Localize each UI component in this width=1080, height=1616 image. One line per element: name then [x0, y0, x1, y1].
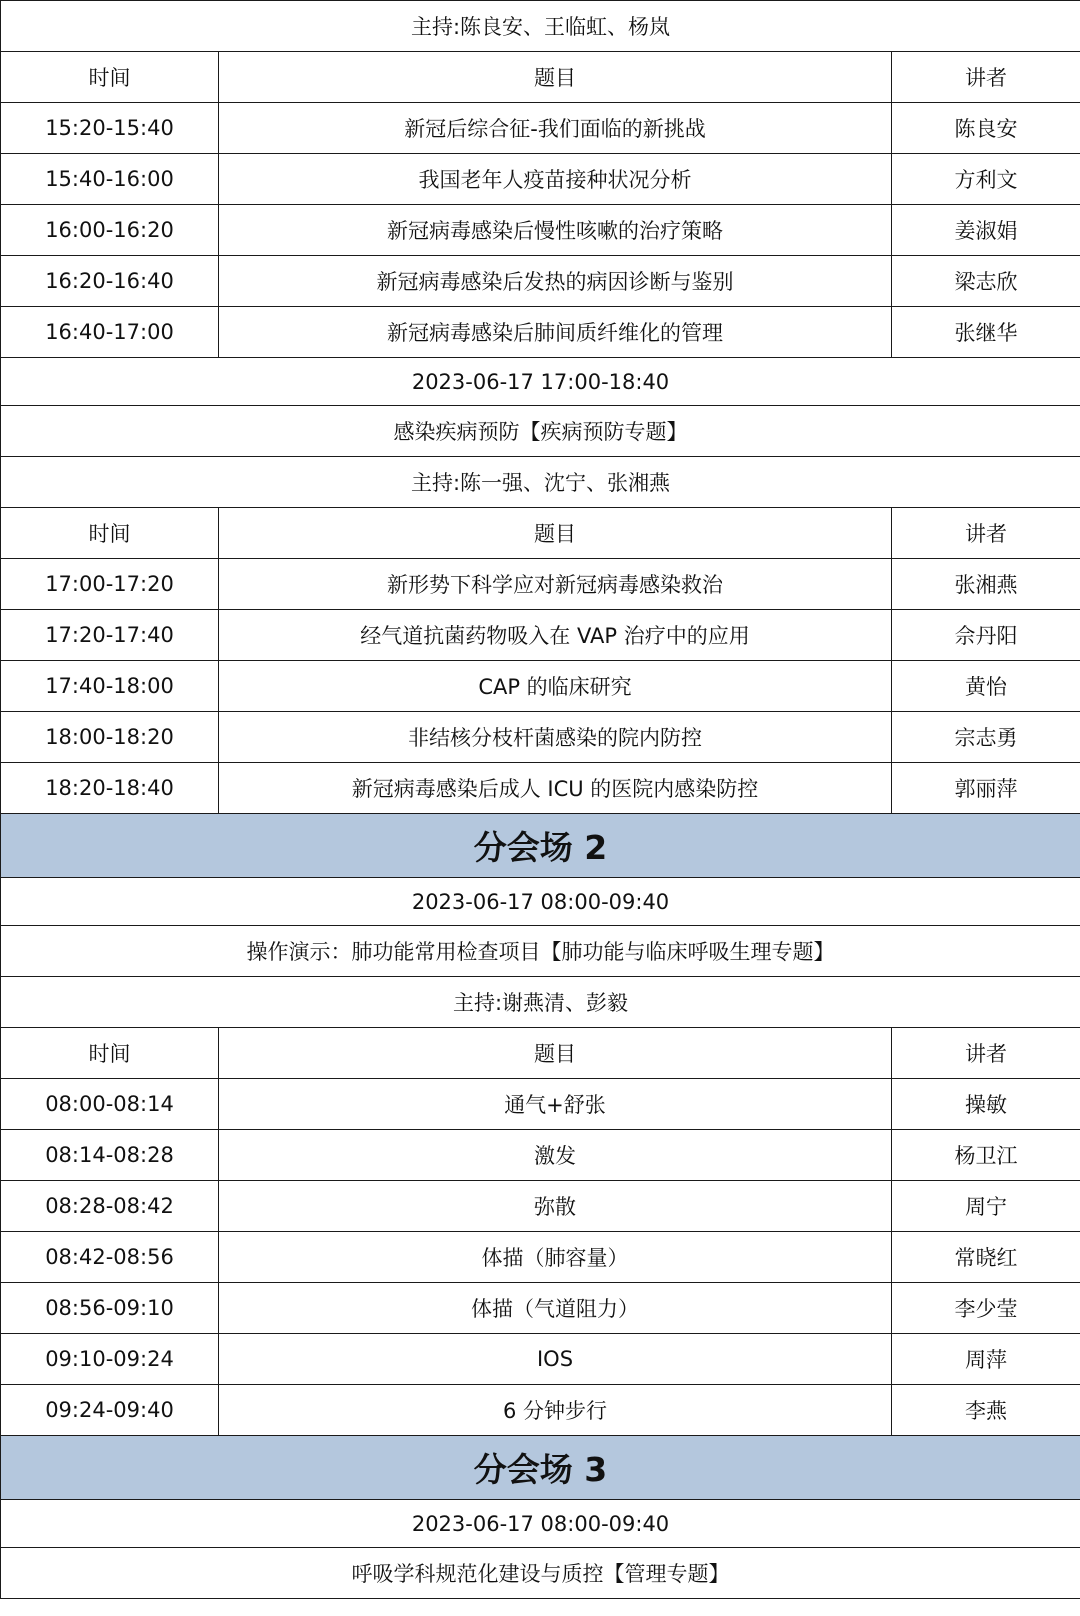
table-row	[1, 1283, 1080, 1334]
title-cell: CAP 的临床研究	[219, 661, 892, 712]
header-title: 题目	[219, 1028, 892, 1079]
title-cell: 新冠病毒感染后成人 ICU 的医院内感染防控	[219, 763, 892, 814]
datetime-row	[1, 1500, 1080, 1548]
title-cell: 非结核分枝杆菌感染的院内防控	[219, 712, 892, 763]
title-cell: 激发	[219, 1130, 892, 1181]
session-title: 感染疾病预防【疾病预防专题】	[1, 406, 1080, 457]
datetime-cell: 2023-06-17 08:00-09:40	[1, 1500, 1080, 1548]
speaker-cell: 李少莹	[892, 1283, 1080, 1334]
title-cell: 我国老年人疫苗接种状况分析	[219, 154, 892, 205]
speaker-cell: 黄怡	[892, 661, 1080, 712]
title-cell: 新冠病毒感染后慢性咳嗽的治疗策略	[219, 205, 892, 256]
title-cell: 通气+舒张	[219, 1079, 892, 1130]
title-cell: 弥散	[219, 1181, 892, 1232]
speaker-cell: 李燕	[892, 1385, 1080, 1436]
host-cell: 主持:陈良安、王临虹、杨岚	[1, 1, 1080, 52]
title-cell: 6 分钟步行	[219, 1385, 892, 1436]
session-title: 呼吸学科规范化建设与质控【管理专题】	[1, 1548, 1080, 1599]
header-speaker: 讲者	[892, 52, 1080, 103]
time-cell: 15:20-15:40	[1, 103, 219, 154]
table-row	[1, 307, 1080, 358]
speaker-cell: 姜淑娟	[892, 205, 1080, 256]
table-row	[1, 712, 1080, 763]
venue-banner	[1, 1436, 1080, 1500]
session-row	[1, 1548, 1080, 1599]
header-title: 题目	[219, 52, 892, 103]
speaker-cell: 周宁	[892, 1181, 1080, 1232]
table-row	[1, 661, 1080, 712]
time-cell: 16:00-16:20	[1, 205, 219, 256]
time-cell: 09:24-09:40	[1, 1385, 219, 1436]
title-cell: 体描（气道阻力）	[219, 1283, 892, 1334]
speaker-cell: 佘丹阳	[892, 610, 1080, 661]
host-cell: 主持:谢燕清、彭毅	[1, 977, 1080, 1028]
host-row	[1, 1, 1080, 52]
host-row	[1, 457, 1080, 508]
speaker-cell: 宗志勇	[892, 712, 1080, 763]
datetime-row	[1, 358, 1080, 406]
time-cell: 08:00-08:14	[1, 1079, 219, 1130]
speaker-cell: 操敏	[892, 1079, 1080, 1130]
header-row	[1, 1028, 1080, 1079]
time-cell: 08:28-08:42	[1, 1181, 219, 1232]
speaker-cell: 方利文	[892, 154, 1080, 205]
speaker-cell: 郭丽萍	[892, 763, 1080, 814]
speaker-cell: 张继华	[892, 307, 1080, 358]
session-row	[1, 406, 1080, 457]
venue-banner	[1, 814, 1080, 878]
time-cell: 17:40-18:00	[1, 661, 219, 712]
time-cell: 15:40-16:00	[1, 154, 219, 205]
time-cell: 17:00-17:20	[1, 559, 219, 610]
header-time: 时间	[1, 1028, 219, 1079]
header-row	[1, 508, 1080, 559]
datetime-cell: 2023-06-17 08:00-09:40	[1, 878, 1080, 926]
speaker-cell: 陈良安	[892, 103, 1080, 154]
speaker-cell: 常晓红	[892, 1232, 1080, 1283]
table-row	[1, 1130, 1080, 1181]
table-row	[1, 103, 1080, 154]
speaker-cell: 周萍	[892, 1334, 1080, 1385]
time-cell: 08:14-08:28	[1, 1130, 219, 1181]
table-row	[1, 1385, 1080, 1436]
title-cell: 新冠后综合征-我们面临的新挑战	[219, 103, 892, 154]
session-title: 操作演示：肺功能常用检查项目【肺功能与临床呼吸生理专题】	[1, 926, 1080, 977]
header-time: 时间	[1, 508, 219, 559]
venue-title: 分会场 2	[1, 814, 1080, 878]
header-speaker: 讲者	[892, 1028, 1080, 1079]
title-cell: IOS	[219, 1334, 892, 1385]
session-row	[1, 926, 1080, 977]
title-cell: 体描（肺容量）	[219, 1232, 892, 1283]
venue-title: 分会场 3	[1, 1436, 1080, 1500]
time-cell: 09:10-09:24	[1, 1334, 219, 1385]
table-row	[1, 256, 1080, 307]
speaker-cell: 梁志欣	[892, 256, 1080, 307]
title-cell: 新形势下科学应对新冠病毒感染救治	[219, 559, 892, 610]
time-cell: 08:56-09:10	[1, 1283, 219, 1334]
datetime-row	[1, 878, 1080, 926]
host-row	[1, 977, 1080, 1028]
speaker-cell: 张湘燕	[892, 559, 1080, 610]
datetime-cell: 2023-06-17 17:00-18:40	[1, 358, 1080, 406]
header-time: 时间	[1, 52, 219, 103]
host-cell: 主持:陈一强、沈宁、张湘燕	[1, 457, 1080, 508]
table-row	[1, 559, 1080, 610]
table-row	[1, 610, 1080, 661]
time-cell: 18:00-18:20	[1, 712, 219, 763]
header-speaker: 讲者	[892, 508, 1080, 559]
title-cell: 新冠病毒感染后发热的病因诊断与鉴别	[219, 256, 892, 307]
table-row	[1, 1334, 1080, 1385]
table-row	[1, 1079, 1080, 1130]
time-cell: 16:40-17:00	[1, 307, 219, 358]
table-row	[1, 1181, 1080, 1232]
header-row	[1, 52, 1080, 103]
time-cell: 17:20-17:40	[1, 610, 219, 661]
time-cell: 08:42-08:56	[1, 1232, 219, 1283]
table-row	[1, 154, 1080, 205]
time-cell: 18:20-18:40	[1, 763, 219, 814]
speaker-cell: 杨卫江	[892, 1130, 1080, 1181]
title-cell: 经气道抗菌药物吸入在 VAP 治疗中的应用	[219, 610, 892, 661]
title-cell: 新冠病毒感染后肺间质纤维化的管理	[219, 307, 892, 358]
table-row	[1, 1232, 1080, 1283]
table-row	[1, 763, 1080, 814]
header-title: 题目	[219, 508, 892, 559]
time-cell: 16:20-16:40	[1, 256, 219, 307]
table-row	[1, 205, 1080, 256]
